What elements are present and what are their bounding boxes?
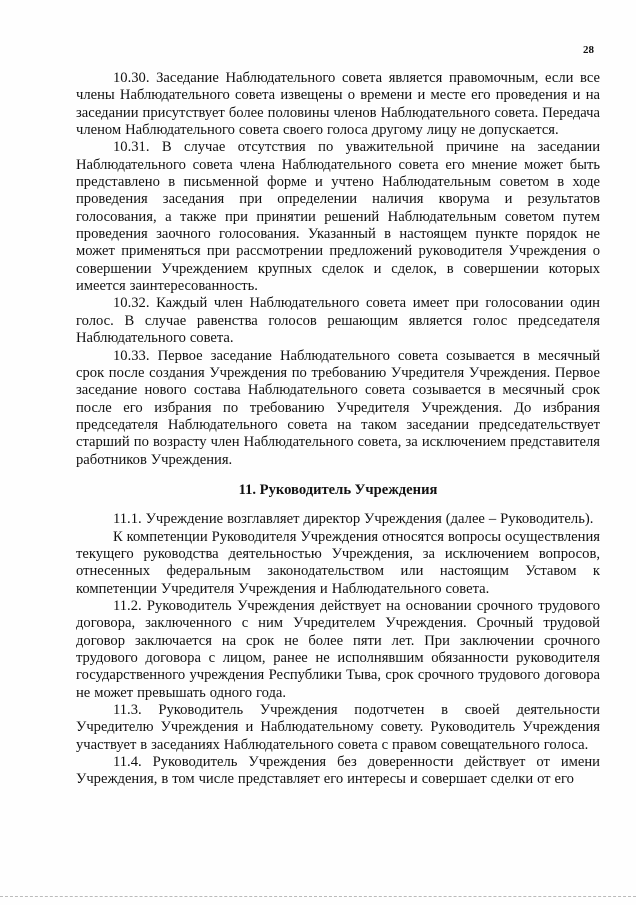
paragraph-11-4: 11.4. Руководитель Учреждения без доверенности действует от имени Учреждения, в том числе представляет его интересы и совершает сделки от его <box>76 754 600 788</box>
paragraph-10-30: 10.30. Заседание Наблюдательного совета является правомочным, если все члены Наблюдательного совета извещены о времени и месте его проведения и на заседании присутствует более половины членов Наблюдательного совета. Передача членом Наблюдательного совета своего голоса другому лицу не допускается. <box>76 70 600 139</box>
page-bottom-edge <box>0 896 636 897</box>
section-title: 11. Руководитель Учреждения <box>238 481 438 498</box>
paragraph-11-2: 11.2. Руководитель Учреждения действует на основании срочного трудового договора, заключенного с ним Учредителем Учреждения. Срочный трудовой договор заключается на срок не более пяти лет. При заключении срочного трудового договора с лицом, ранее не исполнявшим обязанности руководителя государственного учреждения Республики Тыва, срок срочного трудового договора не может превышать одного года. <box>76 597 600 701</box>
paragraph-10-32: 10.32. Каждый член Наблюдательного совета имеет при голосовании один голос. В случае равенства голосов решающим является голос председателя Наблюдательного совета. <box>76 295 600 347</box>
paragraph-11-1: 11.1. Учреждение возглавляет директор Учреждения (далее – Руководитель). <box>113 511 594 528</box>
paragraph-competence: К компетенции Руководителя Учреждения относятся вопросы осуществления текущего руководства деятельностью Учреждения, за исключением вопросов, отнесенных федеральным законодательством или настоящим Уставом к компетенции Учредителя Учреждения и Наблюдательного совета. <box>76 528 600 597</box>
document-body <box>76 70 600 789</box>
paragraph-10-31: 10.31. В случае отсутствия по уважительной причине на заседании Наблюдательного совета члена Наблюдательного совета его мнение может быть представлено в письменной форме и учтено Наблюдательным советом в ходе проведения заседания при определении наличия кворума и результатов голосования, а также при принятии решений Наблюдательным советом путем проведения заочного голосования. Указанный в настоящем пункте порядок не может применяться при рассмотрении предложений руководителя Учреждения о совершении Учреждением крупных сделок и сделок, в совершении которых имеется заинтересованность. <box>76 139 600 295</box>
paragraph-10-33: 10.33. Первое заседание Наблюдательного совета созывается в месячный срок после создания Учреждения по требованию Учредителя Учреждения. Первое заседание нового состава Наблюдательного совета созывается в месячный срок после его избрания по требованию Учредителя Учреждения. До избрания председателя Наблюдательного совета на таком заседании председательствует старший по возрасту член Наблюдательного совета, за исключением представителя работников Учреждения. <box>76 347 600 468</box>
page-number: 28 <box>583 44 594 56</box>
paragraph-11-3: 11.3. Руководитель Учреждения подотчетен в своей деятельности Учредителю Учреждения и Наблюдательному совету. Руководитель Учреждения участвует в заседаниях Наблюдательного совета с правом совещательного голоса. <box>76 702 600 753</box>
